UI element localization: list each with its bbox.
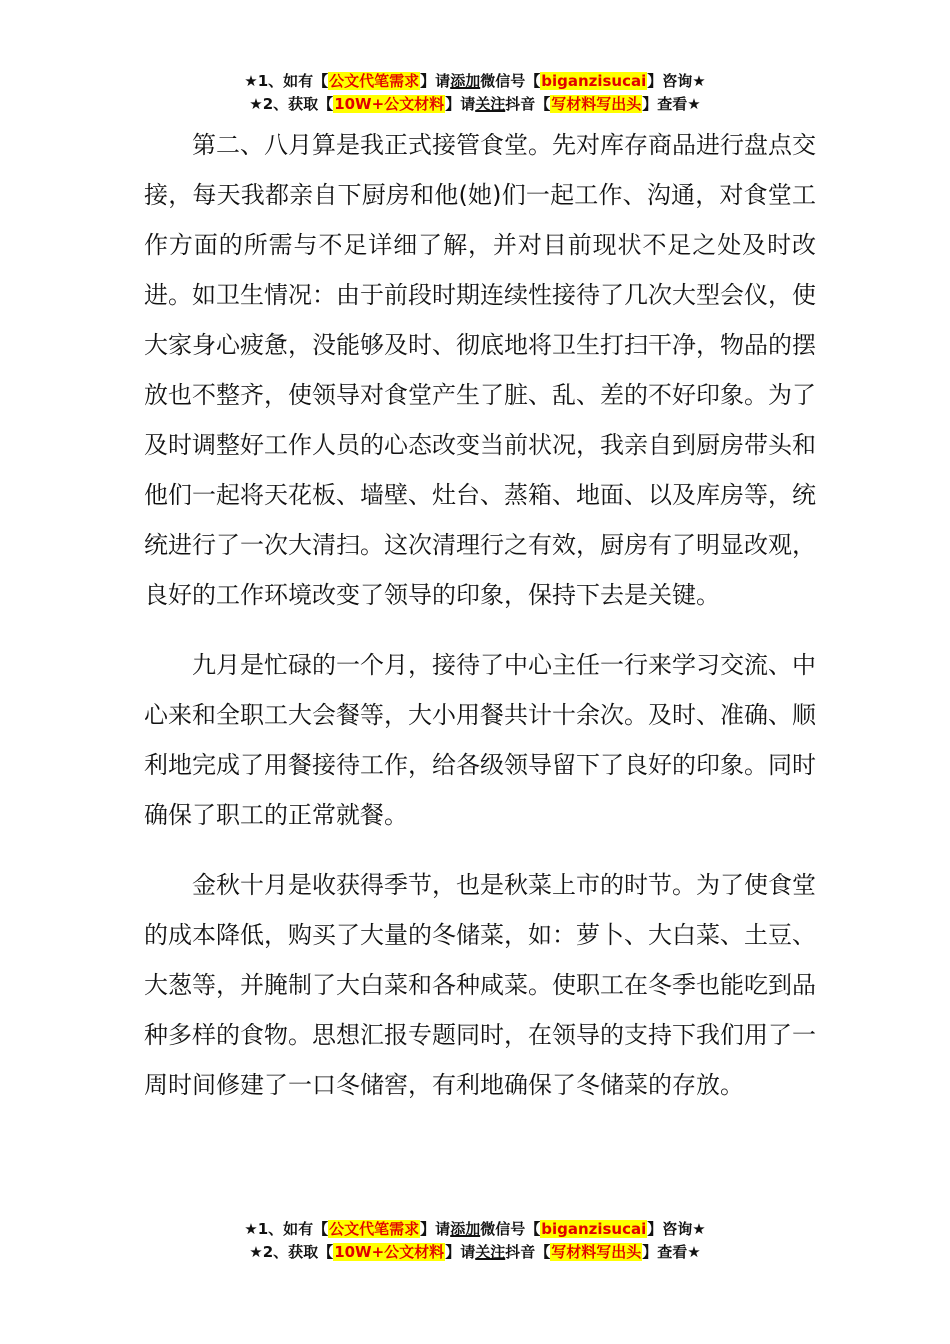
banner-text: 】请 [445,95,476,113]
highlighted-service: 公文代笔需求 [329,1220,420,1238]
banner-text: 抖音【 [505,95,551,113]
banner-text: 微信号【 [480,1220,541,1238]
emphasized-word: 添加 [450,72,481,90]
banner-line-2 [0,93,950,116]
highlighted-douyin-account: 写材料写出头 [551,95,642,113]
highlighted-service: 公文代笔需求 [329,72,420,90]
emphasized-word: 添加 [450,1220,481,1238]
highlighted-douyin-account: 写材料写出头 [551,1243,642,1261]
banner-text: 抖音【 [505,1243,551,1261]
banner-text: ★1、如有【 [244,72,329,90]
paragraph-september: 九月是忙碌的一个月，接待了中心主任一行来学习交流、中心来和全职工大会餐等，大小用餐共计十余次。及时、准确、顺利地完成了用餐接待工作，给各级领导留下了良好的印象。同时确保了职工的正常就餐。 [144,651,816,829]
banner-text: 】咨询★ [647,72,706,90]
highlighted-materials: 10W+公文材料 [334,95,445,113]
banner-text: 】请 [420,1220,451,1238]
highlighted-wechat-id: biganzisucai [541,72,647,90]
banner-text: ★2、获取【 [249,1243,334,1261]
banner-text: 】请 [445,1243,476,1261]
banner-text: ★1、如有【 [244,1220,329,1238]
banner-line-1 [0,70,950,93]
header-banner [0,70,950,116]
highlighted-wechat-id: biganzisucai [541,1220,647,1238]
banner-text: ★2、获取【 [249,95,334,113]
banner-line-2 [0,1241,950,1264]
banner-text: 微信号【 [480,72,541,90]
banner-line-1 [0,1218,950,1241]
document-body [144,120,816,1110]
banner-text: 】查看★ [642,95,701,113]
banner-text: 】咨询★ [647,1220,706,1238]
banner-text: 】请 [420,72,451,90]
footer-banner [0,1218,950,1264]
banner-text: 】查看★ [642,1243,701,1261]
paragraph-august: 第二、八月算是我正式接管食堂。先对库存商品进行盘点交接，每天我都亲自下厨房和他(她)们一起工作、沟通，对食堂工作方面的所需与不足详细了解，并对目前现状不足之处及时改进。如卫生情况：由于前段时期连续性接待了几次大型会仪，使大家身心疲惫，没能够及时、彻底地将卫生打扫干净，物品的摆放也不整齐，使领导对食堂产生了脏、乱、差的不好印象。为了及时调整好工作人员的心态改变当前状况，我亲自到厨房带头和他们一起将天花板、墙壁、灶台、蒸箱、地面、以及库房等，统统进行了一次大清扫。这次清理行之有效，厨房有了明显改观，良好的工作环境改变了领导的印象，保持下去是关键。 [144,131,816,609]
emphasized-word: 关注 [475,1243,506,1261]
emphasized-word: 关注 [475,95,506,113]
highlighted-materials: 10W+公文材料 [334,1243,445,1261]
paragraph-october: 金秋十月是收获得季节，也是秋菜上市的时节。为了使食堂的成本降低，购买了大量的冬储菜，如：萝卜、大白菜、土豆、大葱等，并腌制了大白菜和各种咸菜。使职工在冬季也能吃到品种多样的食物。思想汇报专题同时，在领导的支持下我们用了一周时间修建了一口冬储窖，有利地确保了冬储菜的存放。 [144,871,816,1099]
